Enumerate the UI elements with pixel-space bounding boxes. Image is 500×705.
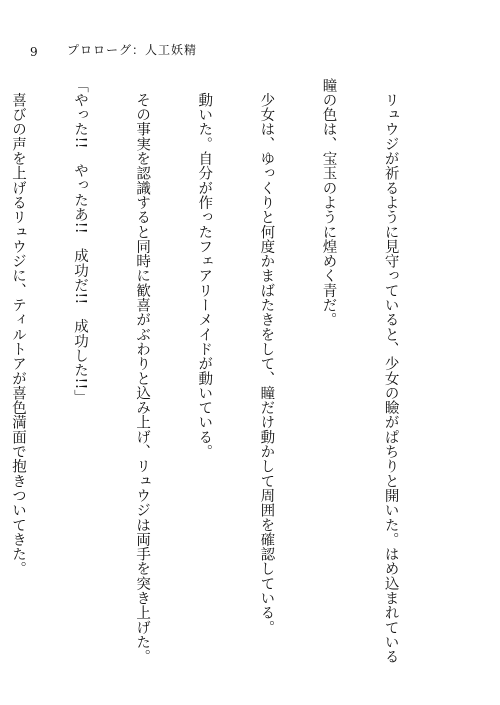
body-text	[9, 78, 442, 668]
text-line: 「やった!! やったあ!! 成功だ!! 成功した!!」	[72, 78, 89, 405]
text-line: その事実を認識すると同時に歓喜がぶわりと込み上げ、リュウジは両手を突き上げた。	[134, 78, 151, 664]
page-number: 9	[30, 45, 38, 59]
text-line: リュウジが祈るように見守っていると、少女の瞼がぱちりと開いた。はめ込まれている	[382, 78, 399, 664]
chapter-title: プロローグ：人工妖精	[67, 43, 198, 57]
text-line: 動いた。自分が作ったフェアリーメイドが動いている。	[196, 78, 213, 459]
text-line: 瞳の色は、宝玉のように煌めく青だ。	[320, 78, 337, 328]
text-line: 喜びの声を上げるリュウジに、ティルトアが喜色満面で抱きついてきた。	[9, 78, 26, 577]
text-line: 少女は、ゆっくりと何度かまばたきをして、瞳だけ動かして周囲を確認している。	[258, 78, 275, 635]
